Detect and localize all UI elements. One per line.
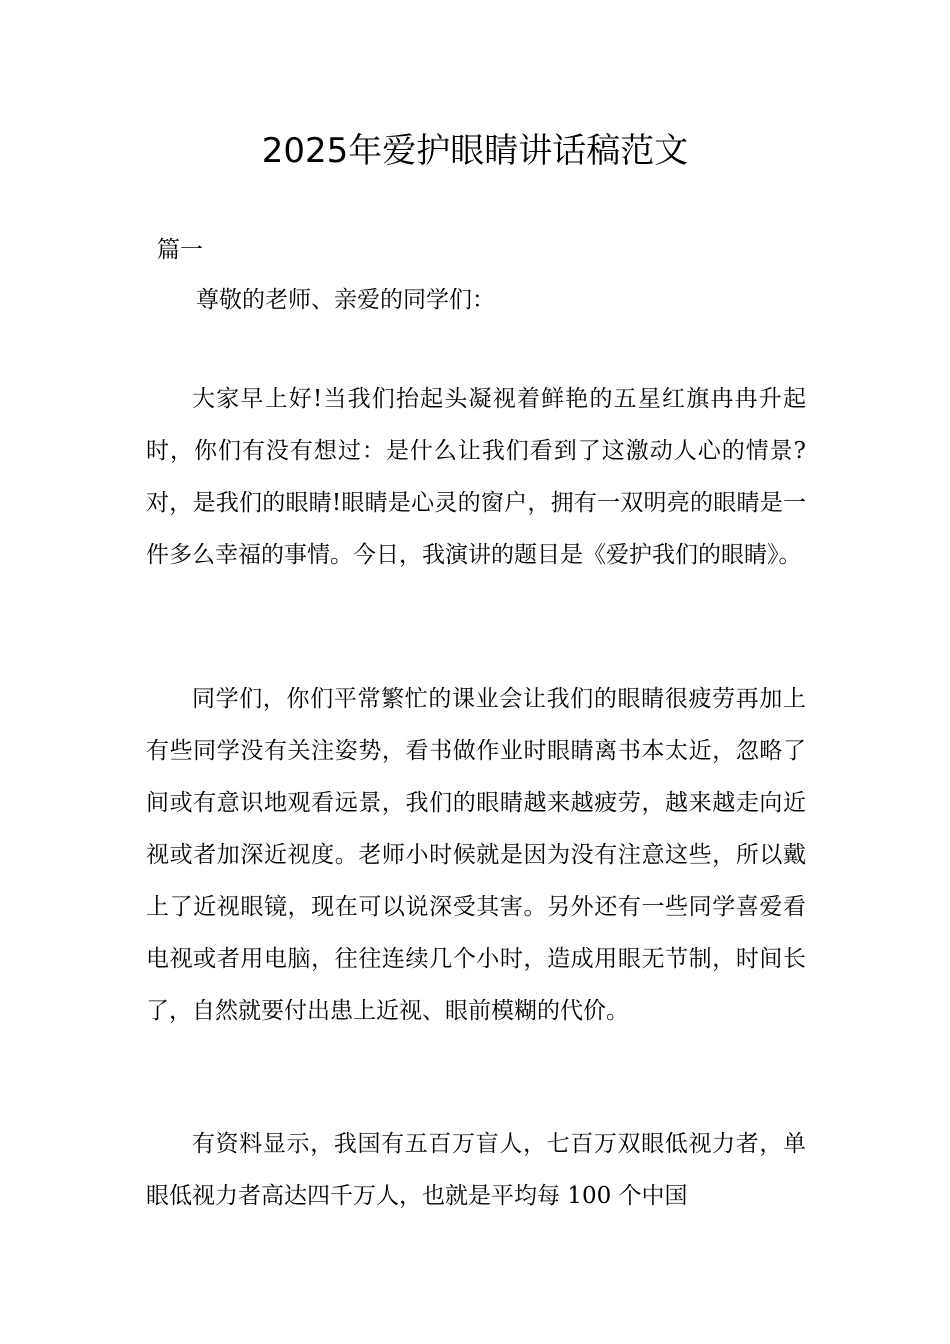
section-label: 篇一 xyxy=(157,237,203,263)
paragraph-3: 有资料显示，我国有五百万盲人，七百万双眼低视力者，单眼低视力者高达四千万人，也就是平均每 100 个中国 xyxy=(146,1131,806,1209)
greeting-line: 尊敬的老师、亲爱的同学们： xyxy=(196,287,495,313)
document-title: 2025年爱护眼睛讲话稿范文 xyxy=(261,131,689,171)
paragraph-1: 大家早上好!当我们抬起头凝视着鲜艳的五星红旗冉冉升起时，你们有没有想过：是什么让我们看到了这激动人心的情景?对，是我们的眼睛!眼睛是心灵的窗户，拥有一双明亮的眼睛是一件多么幸福的事情。今日，我演讲的题目是《爱护我们的眼睛》。 xyxy=(146,386,806,568)
paragraph-2: 同学们，你们平常繁忙的课业会让我们的眼睛很疲劳再加上有些同学没有关注姿势，看书做作业时眼睛离书本太近，忽略了间或有意识地观看远景，我们的眼睛越来越疲劳，越来越走向近视或者加深近视度。老师小时候就是因为没有注意这些，所以戴上了近视眼镜，现在可以说深受其害。另外还有一些同学喜爱看电视或者用电脑，往往连续几个小时，造成用眼无节制，时间长了，自然就要付出患上近视、眼前模糊的代价。 xyxy=(146,686,806,1024)
